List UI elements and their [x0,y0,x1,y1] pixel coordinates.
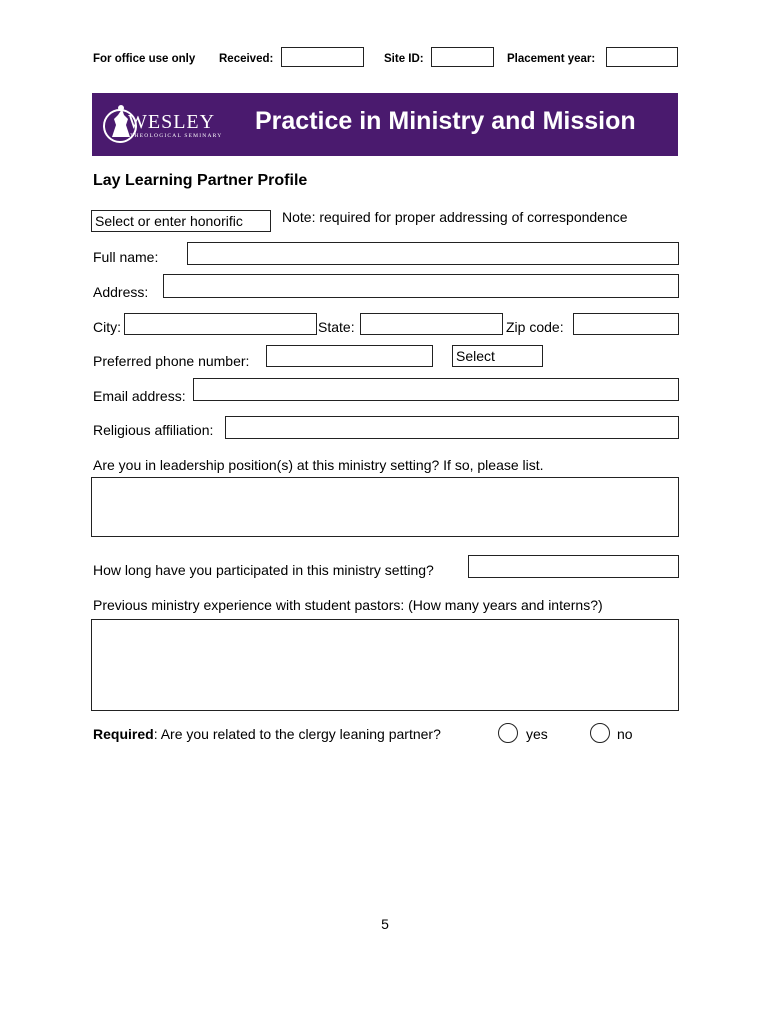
logo-wordmark: WESLEY [128,111,216,133]
state-input[interactable] [360,313,503,335]
leadership-textarea[interactable] [91,477,679,537]
full-name-input[interactable] [187,242,679,265]
page-number: 5 [381,916,389,932]
logo-subtitle: THEOLOGICAL SEMINARY [130,133,223,139]
placement-year-input[interactable] [606,47,678,67]
previous-experience-question: Previous ministry experience with student pastors: (How many years and interns?) [93,597,603,613]
address-input[interactable] [163,274,679,298]
religious-affiliation-input[interactable] [225,416,679,439]
related-question [93,726,441,742]
duration-question: How long have you participated in this ministry setting? [93,562,434,578]
banner-title: Practice in Ministry and Mission [255,107,636,135]
site-id-input[interactable] [431,47,494,67]
placement-year-label: Placement year: [507,53,596,65]
full-name-label: Full name: [93,249,159,265]
state-label: State: [318,319,355,335]
related-yes-radio[interactable] [498,723,518,743]
received-label: Received: [219,53,274,65]
phone-type-value: Select [456,348,495,364]
phone-type-select[interactable] [452,345,543,367]
received-input[interactable] [281,47,364,67]
religious-affiliation-label: Religious affiliation: [93,422,214,438]
address-label: Address: [93,284,149,300]
city-input[interactable] [124,313,317,335]
related-no-radio[interactable] [590,723,610,743]
header-banner [92,93,678,156]
honorific-note: Note: required for proper addressing of correspondence [282,209,628,225]
leadership-question: Are you in leadership position(s) at this ministry setting? If so, please list. [93,457,544,473]
office-use-label: For office use only [93,53,196,65]
site-id-label: Site ID: [384,53,424,65]
phone-label: Preferred phone number: [93,353,250,369]
no-label: no [617,726,633,742]
zip-input[interactable] [573,313,679,335]
previous-experience-textarea[interactable] [91,619,679,711]
duration-input[interactable] [468,555,679,578]
honorific-value: Select or enter honorific [95,213,243,229]
yes-label: yes [526,726,548,742]
required-marker: Required [93,726,154,742]
form-heading: Lay Learning Partner Profile [93,172,308,189]
email-input[interactable] [193,378,679,401]
honorific-select[interactable] [91,210,271,232]
phone-input[interactable] [266,345,433,367]
city-label: City: [93,319,121,335]
email-label: Email address: [93,388,186,404]
zip-label: Zip code: [506,319,564,335]
related-question-text: : Are you related to the clergy leaning partner? [153,726,441,742]
